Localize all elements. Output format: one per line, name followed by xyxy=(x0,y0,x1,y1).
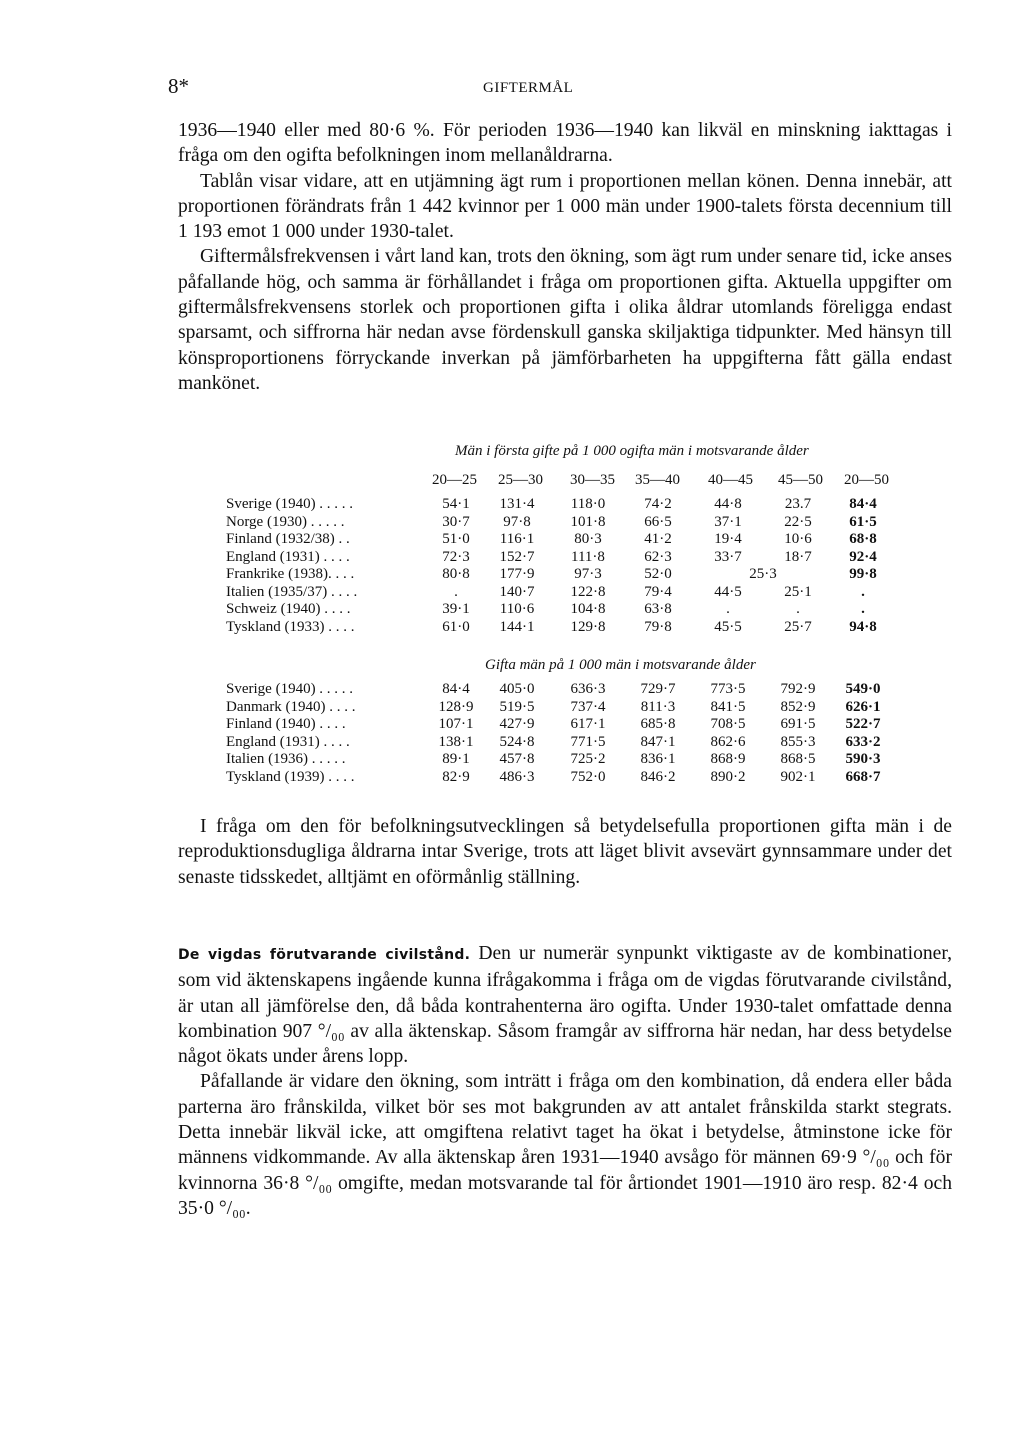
value-cell: 486·3 xyxy=(499,768,535,785)
value-cell: 773·5 xyxy=(710,681,746,697)
value-cell: 668·7 xyxy=(845,768,881,785)
value-cell: 725·2 xyxy=(570,751,606,767)
table1-caption: Män i första gifte på 1 000 ogifta män i motsvarande ålder xyxy=(455,443,809,459)
age-group-label: 25—30 xyxy=(498,472,543,488)
value-cell: 524·8 xyxy=(499,733,535,750)
paragraph-1b: Tablån visar vidare, att en utjämning ägt rum i proportionen mellan könen. Denna innebär, att proportionen förändrats från 1 442 kvinnor per 1 000 män under 1900-talets första decennium till 1 193 emot 1 000 under 1930-talet. xyxy=(178,170,952,243)
value-cell: 25·3 xyxy=(749,566,777,582)
value-cell: 116·1 xyxy=(499,531,535,547)
value-cell: 138·1 xyxy=(438,733,474,750)
age-group-label: 20—25 xyxy=(432,472,477,488)
table-row xyxy=(226,549,893,567)
page-number: 8* xyxy=(168,74,189,98)
value-cell: 54·1 xyxy=(442,496,470,512)
value-cell: 41·2 xyxy=(644,531,672,547)
value-cell: 61·0 xyxy=(442,618,470,635)
value-cell: 752·0 xyxy=(570,768,606,785)
country-cell: Italien (1935/37) . . . . xyxy=(226,583,358,600)
value-cell: 522·7 xyxy=(845,716,881,732)
value-cell: 427·9 xyxy=(499,716,535,732)
value-cell: 636·3 xyxy=(570,681,606,697)
table-row xyxy=(226,681,893,699)
country-cell: Norge (1930) . . . . . xyxy=(226,513,345,530)
paragraph-4: Påfallande är vidare den ökning, som inträtt i fråga om den kombination, då endera eller båda parterna äro frånskilda, vilket bör ses mot bakgrunden av att antalet frånskilda starkt stegrats. Detta innebär likväl icke, att omgiftena relativt taget ha ökat i betydelse, åtminstone icke för männens vidkommande. Av alla äktenskap åren 1931—1940 avsågo för männen 69·9 °/₀₀ och för kvinnorna 36·8 °/₀₀ omgifte, medan motsvarande tal för årtiondet 1901—1910 äro resp. 82·4 och 35·0 °/₀₀. xyxy=(178,1071,952,1219)
value-cell: 626·1 xyxy=(845,698,881,715)
value-cell: 405·0 xyxy=(499,681,535,697)
value-cell: 97·3 xyxy=(574,566,602,582)
running-head: GIFTERMÅL xyxy=(483,80,574,96)
country-cell: Sverige (1940) . . . . . xyxy=(226,496,354,512)
value-cell: 107·1 xyxy=(438,716,474,732)
value-cell: 39·1 xyxy=(442,601,470,617)
value-cell: . xyxy=(861,601,865,617)
value-cell: 104·8 xyxy=(570,601,606,617)
table-row xyxy=(226,769,893,787)
value-cell: 617·1 xyxy=(570,716,606,732)
value-cell: 685·8 xyxy=(640,716,676,732)
value-cell: 66·5 xyxy=(644,513,672,530)
value-cell: 97·8 xyxy=(503,513,531,530)
country-cell: Tyskland (1939) . . . . xyxy=(226,768,355,785)
value-cell: 792·9 xyxy=(780,681,816,697)
value-cell: 25·7 xyxy=(784,618,812,635)
value-cell: 457·8 xyxy=(499,751,535,767)
country-cell: England (1931) . . . . xyxy=(226,548,350,565)
value-cell: 111·8 xyxy=(571,548,605,565)
value-cell: 44·5 xyxy=(714,583,742,600)
value-cell: 519·5 xyxy=(499,698,535,715)
country-cell: Schweiz (1940) . . . . xyxy=(226,601,351,617)
value-cell: 25·1 xyxy=(784,583,812,600)
country-cell: England (1931) . . . . xyxy=(226,733,350,750)
age-group-label: 30—35 xyxy=(570,472,615,488)
value-cell: 44·8 xyxy=(714,496,742,512)
value-cell: 80·3 xyxy=(574,531,602,547)
table2-caption: Gifta män på 1 000 män i motsvarande ålder xyxy=(485,657,756,673)
value-cell: 52·0 xyxy=(644,566,672,582)
value-cell: 51·0 xyxy=(442,531,470,547)
value-cell: 590·3 xyxy=(845,751,881,767)
value-cell: 729·7 xyxy=(640,681,676,697)
value-cell: . xyxy=(454,583,458,600)
value-cell: 63·8 xyxy=(644,601,672,617)
country-cell: Italien (1936) . . . . . xyxy=(226,751,346,767)
value-cell: 122·8 xyxy=(570,583,606,600)
paragraph-3 xyxy=(178,941,952,1069)
value-cell: 37·1 xyxy=(714,513,742,530)
age-group-label: 35—40 xyxy=(635,472,680,488)
value-cell: 89·1 xyxy=(442,751,470,767)
value-cell: 33·7 xyxy=(714,548,742,565)
value-cell: 890·2 xyxy=(710,768,746,785)
value-cell: 92·4 xyxy=(849,548,877,565)
intro-text xyxy=(178,118,952,396)
value-cell: . xyxy=(796,601,800,617)
country-cell: Danmark (1940) . . . . xyxy=(226,698,356,715)
value-cell: 22·5 xyxy=(784,513,812,530)
table-row xyxy=(226,531,893,549)
value-cell: 862·6 xyxy=(710,733,746,750)
value-cell: 811·3 xyxy=(640,698,676,715)
table-row xyxy=(226,716,893,734)
value-cell: 691·5 xyxy=(780,716,816,732)
table-row xyxy=(226,619,893,637)
value-cell: 708·5 xyxy=(710,716,746,732)
section-civil-status xyxy=(178,941,952,1221)
value-cell: 68·8 xyxy=(849,531,877,547)
value-cell: 18·7 xyxy=(784,548,812,565)
value-cell: 841·5 xyxy=(710,698,746,715)
value-cell: 72·3 xyxy=(442,548,470,565)
value-cell: 868·5 xyxy=(780,751,816,767)
value-cell: 846·2 xyxy=(640,768,676,785)
value-cell: 131·4 xyxy=(499,496,535,512)
value-cell: 101·8 xyxy=(570,513,606,530)
table2 xyxy=(226,681,893,786)
value-cell: 10·6 xyxy=(784,531,812,547)
value-cell: 847·1 xyxy=(640,733,676,750)
value-cell: 902·1 xyxy=(780,768,816,785)
paragraph-1a: 1936—1940 eller med 80·6 %. För perioden 1936—1940 kan likväl en minskning iakttagas i fråga om den ogifta befolkningen inom mellanåldrarna. xyxy=(178,120,952,167)
country-cell: Tyskland (1933) . . . . xyxy=(226,618,355,635)
age-group-label: 40—45 xyxy=(708,472,753,488)
country-cell: Sverige (1940) . . . . . xyxy=(226,681,354,697)
value-cell: 30·7 xyxy=(442,513,470,530)
country-cell: Finland (1940) . . . . xyxy=(226,716,346,732)
value-cell: 23.7 xyxy=(784,496,812,512)
value-cell: 79·4 xyxy=(644,583,672,600)
table1 xyxy=(226,496,893,636)
value-cell: 128·9 xyxy=(438,698,474,715)
value-cell: 80·8 xyxy=(442,566,470,582)
value-cell: 61·5 xyxy=(849,513,877,530)
value-cell: 852·9 xyxy=(780,698,816,715)
value-cell: 836·1 xyxy=(640,751,676,767)
value-cell: 144·1 xyxy=(499,618,535,635)
table-row xyxy=(226,601,893,619)
table-row xyxy=(226,751,893,769)
value-cell: 84·4 xyxy=(442,681,470,697)
value-cell: 45·5 xyxy=(714,618,742,635)
run-in-heading: De vigdas förutvarande civilstånd. xyxy=(178,947,471,963)
value-cell: 633·2 xyxy=(845,733,881,750)
table-row xyxy=(226,496,893,514)
value-cell: 84·4 xyxy=(849,496,877,512)
table-row xyxy=(226,734,893,752)
value-cell: 110·6 xyxy=(499,601,535,617)
country-cell: Finland (1932/38) . . xyxy=(226,531,350,547)
value-cell: 79·8 xyxy=(644,618,672,635)
value-cell: 855·3 xyxy=(780,733,816,750)
value-cell: 94·8 xyxy=(849,618,877,635)
value-cell: 737·4 xyxy=(570,698,606,715)
value-cell: 82·9 xyxy=(442,768,470,785)
paragraph-1c: Giftermålsfrekvensen i vårt land kan, trots den ökning, som ägt rum under senare tid, icke anses påfallande hög, och samma är förhållandet i fråga om proportionen gifta. Aktuella uppgifter om giftermålsfrekvensens storlek och proportionen gifta i olika åldrar utomlands föreligga endast sparsamt, och siffrorna här nedan avse fördenskull ganska skiljaktiga tidpunkter. Med hänsyn till könsproportionens förryckande inverkan på jämförbarheten ha uppgifterna fått gälla endast mankönet. xyxy=(178,246,952,394)
table-row xyxy=(226,584,893,602)
value-cell: . xyxy=(861,583,865,600)
table-row xyxy=(226,699,893,717)
value-cell: 152·7 xyxy=(499,548,535,565)
table-row xyxy=(226,566,893,584)
value-cell: 140·7 xyxy=(499,583,535,600)
value-cell: 118·0 xyxy=(570,496,606,512)
paragraph-2 xyxy=(178,814,952,890)
value-cell: . xyxy=(726,601,730,617)
value-cell: 62·3 xyxy=(644,548,672,565)
value-cell: 549·0 xyxy=(845,681,881,697)
value-cell: 129·8 xyxy=(570,618,606,635)
age-group-label: 45—50 xyxy=(778,472,823,488)
table-row xyxy=(226,514,893,532)
value-cell: 771·5 xyxy=(570,733,606,750)
value-cell: 74·2 xyxy=(644,496,672,512)
value-cell: 177·9 xyxy=(499,566,535,582)
value-cell: 19·4 xyxy=(714,531,742,547)
country-cell: Frankrike (1938). . . . xyxy=(226,566,355,582)
value-cell: 99·8 xyxy=(849,566,877,582)
paragraph-3-text: Den ur numerär synpunkt viktigaste av de kombinationer, som vid äktenskapens ingående kunna ifrågakomma i fråga om de vigdas förutvarande civilstånd, är utan all jämförelse den, då båda kontrahenterna äro ogifta. Under 1930-talet omfattade denna kombination 907 °/₀₀ av alla äktenskap. Såsom framgår av siffrorna här nedan, har dess betydelse något ökats under årens lopp. xyxy=(178,943,952,1068)
paragraph-2-text: I fråga om den för befolkningsutvecklingen så betydelsefulla proportionen gifta män i de reproduktionsdugliga åldrarna intar Sverige, trots att läget blivit avsevärt gynnsammare under det senaste tidsskedet, alltjämt en oförmånlig ställning. xyxy=(178,816,952,888)
value-cell: 868·9 xyxy=(710,751,746,767)
age-group-label: 20—50 xyxy=(844,472,889,488)
